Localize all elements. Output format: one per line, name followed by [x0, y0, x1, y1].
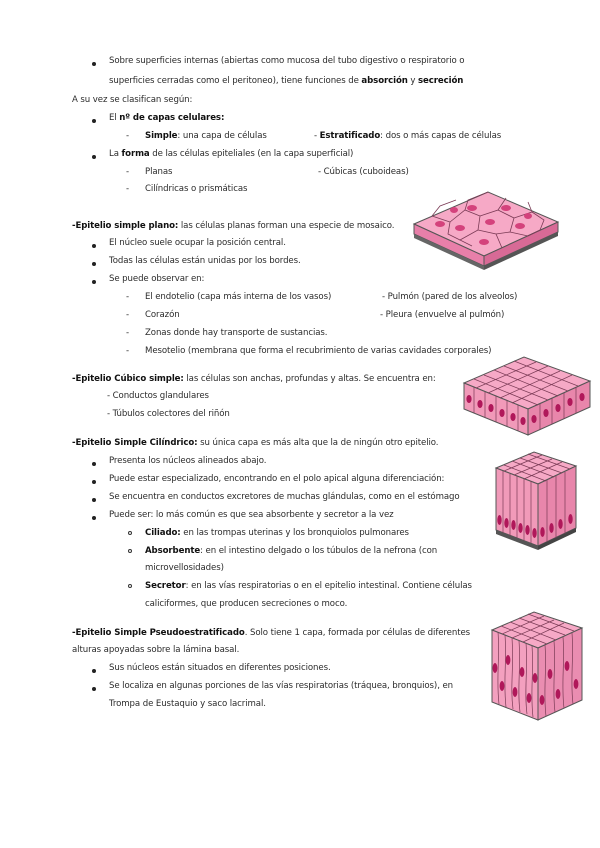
text-line: Presenta los núcleos alineados abajo. — [109, 456, 267, 466]
text-line: - Pleura (envuelve al pulmón) — [380, 310, 505, 320]
squamous-epithelium-illustration — [410, 186, 560, 272]
bullet — [92, 687, 96, 691]
text-line: - Túbulos colectores del riñón — [107, 409, 230, 419]
dash-marker: - — [126, 346, 130, 356]
text-line: - Conductos glandulares — [107, 391, 209, 401]
text-line: Mesotelio (membrana que forma el recubrimiento de varias cavidades corporales) — [145, 346, 492, 356]
cuboidal-epithelium-illustration — [462, 353, 592, 439]
bullet — [92, 516, 96, 520]
text-line: Sobre superficies internas (abiertas como mucosa del tubo digestivo o respiratorio o — [109, 56, 465, 66]
text-line: Puede estar especializado, encontrando en el polo apical alguna diferenciación: — [109, 474, 445, 484]
section-heading: -Epitelio Cúbico simple: las células son anchas, profundas y altas. Se encuentra en: — [72, 374, 436, 384]
bullet — [92, 119, 96, 123]
text-line: Simple: una capa de células — [145, 131, 267, 141]
bullet — [92, 462, 96, 466]
text-line: - Pulmón (pared de los alveolos) — [382, 292, 518, 302]
text-line: Planas — [145, 167, 173, 177]
section-heading: -Epitelio simple plano: las células planas forman una especie de mosaico. — [72, 221, 395, 231]
pseudostratified-epithelium-illustration — [490, 608, 584, 726]
text-line: Cilíndricas o prismáticas — [145, 184, 248, 194]
text-line: Todas las células están unidas por los bordes. — [109, 256, 301, 266]
bullet — [92, 498, 96, 502]
circle-bullet — [128, 549, 132, 553]
bullet — [92, 155, 96, 159]
circle-bullet — [128, 531, 132, 535]
text-line: - Cúbicas (cuboideas) — [318, 167, 409, 177]
bullet — [92, 262, 96, 266]
text-line: superficies cerradas como el peritoneo), tiene funciones de absorción y secreción — [109, 76, 464, 86]
dash-marker: - — [126, 328, 130, 338]
text-line: Trompa de Eustaquio y saco lacrimal. — [109, 699, 266, 709]
dash-marker: - — [126, 184, 130, 194]
text-line: Zonas donde hay transporte de sustancias. — [145, 328, 328, 338]
text-line: El endotelio (capa más interna de los vasos) — [145, 292, 332, 302]
text-line: El nº de capas celulares: — [109, 113, 225, 123]
text-line: alturas apoyadas sobre la lámina basal. — [72, 645, 240, 655]
columnar-epithelium-illustration — [494, 448, 578, 552]
text-line: caliciformes, que producen secreciones o moco. — [145, 599, 348, 609]
text-line: Se puede observar en: — [109, 274, 205, 284]
bullet — [92, 62, 96, 66]
text-line: Ciliado: en las trompas uterinas y los bronquiolos pulmonares — [145, 528, 409, 538]
text-line: microvellosidades) — [145, 563, 224, 573]
bullet — [92, 669, 96, 673]
circle-bullet — [128, 584, 132, 588]
text-line: - Estratificado: dos o más capas de células — [314, 131, 502, 141]
text-line: Secretor: en las vías respiratorias o en el epitelio intestinal. Contiene células — [145, 581, 472, 591]
text-line: El núcleo suele ocupar la posición central. — [109, 238, 286, 248]
text-line: Puede ser: lo más común es que sea absorbente y secretor a la vez — [109, 510, 394, 520]
dash-marker: - — [126, 167, 130, 177]
section-heading: -Epitelio Simple Cilíndrico: su única capa es más alta que la de ningún otro epitelio. — [72, 438, 439, 448]
bullet — [92, 480, 96, 484]
section-heading: -Epitelio Simple Pseudoestratificado. Solo tiene 1 capa, formada por células de diferentes — [72, 628, 471, 638]
dash-marker: - — [126, 292, 130, 302]
dash-marker: - — [126, 310, 130, 320]
text-line: Absorbente: en el intestino delgado o los túbulos de la nefrona (con — [145, 546, 438, 556]
text-line: La forma de las células epiteliales (en la capa superficial) — [109, 149, 354, 159]
text-line: A su vez se clasifican según: — [72, 95, 193, 105]
bullet — [92, 244, 96, 248]
text-line: Se localiza en algunas porciones de las vías respiratorias (tráquea, bronquios), en — [109, 681, 453, 691]
text-line: Corazón — [145, 310, 180, 320]
bullet — [92, 280, 96, 284]
dash-marker: - — [126, 131, 130, 141]
text-line: Sus núcleos están situados en diferentes posiciones. — [109, 663, 331, 673]
text-line: Se encuentra en conductos excretores de muchas glándulas, como en el estómago — [109, 492, 460, 502]
